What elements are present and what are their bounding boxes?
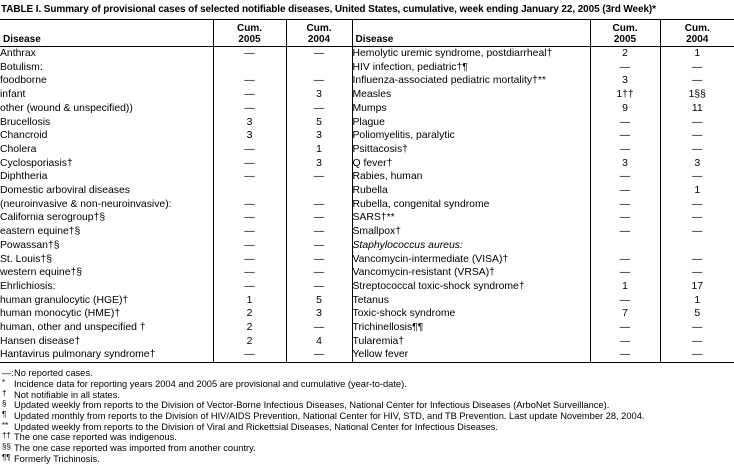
cum-2005-value-right: — [590,61,660,75]
cum-2004-value-right: — [660,266,734,280]
cum-2005-value-right: 9 [590,102,660,116]
disease-name-left: Chancroid [0,130,48,142]
cum-2005-value-right: — [590,225,660,239]
table-row [0,88,734,102]
cum-2005-value-left: — [213,239,286,253]
table-row [0,47,734,61]
disease-name-left: Cyclosporiasis† [0,157,73,169]
cum-2004-value-left: — [286,348,352,362]
disease-name-left: St. Louis†§ [0,253,52,265]
table-row [0,157,734,171]
year-2005-label: 2005 [613,34,637,45]
cum-2004-value-left: — [286,47,352,61]
disease-name-right: Tetanus [352,294,590,308]
table-row [0,184,734,198]
cum-2005-value-left: 2 [213,335,286,349]
cum-2004-value-right: — [660,335,734,349]
disease-name-left: Hantavirus pulmonary syndrome† [0,349,156,361]
table-row [0,74,734,88]
footnote-text: Updated weekly from reports to the Division of Viral and Rickettsial Diseases, National Center for Infectious Diseases. [14,421,499,432]
year-2005-label: 2005 [238,34,261,45]
cum-2005-value-right: — [590,321,660,335]
footnote-text: Incidence data for reporting years 2004 and 2005 are provisional and cumulative (year-to-date). [14,378,407,389]
table-row [0,198,734,212]
disease-name-right: Measles [352,88,590,102]
disease-name-right: Hemolytic uremic syndrome, postdiarrheal† [352,47,590,61]
table-row [0,348,734,362]
cum-2004-value-left: 1 [286,143,352,157]
disease-name-right: Mumps [352,102,590,116]
cum-2005-value-left: 3 [213,116,286,130]
table-header-row [0,20,734,47]
cum-2004-value-left: 5 [286,294,352,308]
cum-2004-value-right: — [660,74,734,88]
cum-2004-value-left: — [286,211,352,225]
cum-2005-value-right: 1†† [590,88,660,102]
disease-name-right: SARS†** [352,211,590,225]
cum-2004-value-right: 1 [660,184,734,198]
disease-name-right: Tularemia† [352,335,590,349]
cum-2005-value-right: — [590,266,660,280]
cum-2004-value-left: — [286,170,352,184]
cum-label: Cum. [684,23,710,34]
cum-2004-value-left: — [286,280,352,294]
cum-2005-value-left: — [213,47,286,61]
cum-2004-value-right: — [660,198,734,212]
cum-2004-value-left: — [286,225,352,239]
disease-name-left: Diphtheria [0,171,48,183]
disease-name-right: Smallpox† [352,225,590,239]
cum-2004-value-left: — [286,102,352,116]
footnote-marker: §§ [2,442,11,452]
cum-label: Cum. [237,23,262,34]
cum-2004-value-right [660,239,734,253]
cum-2005-value-left: — [213,157,286,171]
cum-2004-value-right: — [660,321,734,335]
cum-2005-value-left: — [213,74,286,88]
cum-2005-value-left: — [213,225,286,239]
disease-name-left: Domestic arboviral diseases [0,185,130,197]
column-header-cum2004-left [286,20,352,47]
table-body [0,47,734,363]
table-row [0,143,734,157]
cum-2004-value-left [286,61,352,75]
disease-name-right: Yellow fever [352,348,590,362]
footnote [1,432,734,443]
cum-2004-value-left: 3 [286,157,352,171]
disease-name-right: Staphylococcus aureus: [352,239,590,253]
cum-2004-value-right: 1§§ [660,88,734,102]
column-header-disease-right: Disease [352,20,590,47]
footnote [1,379,734,390]
cum-2005-value-left: — [213,143,286,157]
cum-2005-value-right: — [590,143,660,157]
cum-2005-value-right: — [590,116,660,130]
cum-2004-value-left: 3 [286,129,352,143]
footnote-text: The one case reported was indigenous. [14,432,177,443]
cum-2005-value-right: 3 [590,157,660,171]
cum-2005-value-left: — [213,102,286,116]
cum-2004-value-right: 3 [660,157,734,171]
footnote-text: Not notifiable in all states. [14,389,120,400]
cum-2005-value-left: — [213,253,286,267]
cum-2005-value-right: — [590,294,660,308]
cum-2004-value-right: — [660,143,734,157]
cum-2005-value-right: — [590,211,660,225]
cum-2005-value-right: — [590,170,660,184]
disease-name-left: Powassan†§ [0,239,60,251]
disease-name-left: Ehrlichiosis: [0,280,56,292]
footnote [1,411,734,422]
disease-name-left: Anthrax [0,48,36,59]
disease-name-right: Poliomyelitis, paralytic [352,129,590,143]
cum-2005-value-right: — [590,129,660,143]
cum-2005-value-right: — [590,184,660,198]
table-row [0,266,734,280]
footnote [1,422,734,433]
cum-2005-value-left: — [213,280,286,294]
footnote-marker: —: [2,368,14,379]
cum-2004-value-left: 3 [286,88,352,102]
footnote-text: Updated weekly from reports to the Division of Vector-Borne Infectious Diseases, National Center for Infectious Diseases (ArboNet Surveillance). [14,400,610,411]
footnote [1,368,734,379]
footnote-text: Formerly Trichinosis. [14,453,100,464]
cum-2005-value-left: — [213,211,286,225]
notifiable-diseases-table [0,19,734,363]
cum-2004-value-left: — [286,253,352,267]
cum-2004-value-left: — [286,321,352,335]
cum-2005-value-right: 7 [590,307,660,321]
table-row [0,61,734,75]
column-header-cum2005-left [213,20,286,47]
cum-2004-value-right: — [660,61,734,75]
cum-2005-value-right: 1 [590,280,660,294]
table-title: TABLE I. Summary of provisional cases of selected notifiable diseases, United States, cumulative, week ending January 22, 2005 (3rd Week)* [1,4,656,15]
disease-name-left: Brucellosis [0,116,51,128]
cum-2005-value-left: — [213,170,286,184]
disease-name-left: other (wound & unspecified)) [0,102,133,114]
disease-name-right: Influenza-associated pediatric mortality†** [352,74,590,88]
cum-2004-value-left: — [286,198,352,212]
cum-2005-value-left [213,61,286,75]
table-row [0,225,734,239]
cum-2004-value-right: — [660,170,734,184]
disease-name-right: Plague [352,116,590,130]
cum-2005-value-left: — [213,348,286,362]
disease-name-left: California serogroup†§ [0,212,106,224]
cum-2005-value-left: 3 [213,129,286,143]
cum-label: Cum. [612,23,638,34]
cum-2004-value-right: 17 [660,280,734,294]
table-row [0,211,734,225]
table-row [0,321,734,335]
table-row [0,307,734,321]
cum-2004-value-right: 1 [660,294,734,308]
table-row [0,335,734,349]
footnote [1,443,734,454]
disease-name-right: Trichinellosis¶¶ [352,321,590,335]
cum-2005-value-left: — [213,198,286,212]
cum-2005-value-right: 3 [590,74,660,88]
disease-name-right: HIV infection, pediatric†¶ [352,61,590,75]
cum-2004-value-right: — [660,225,734,239]
cum-2005-value-right: — [590,198,660,212]
footnote-marker: ¶¶ [2,452,11,462]
footnote-marker: ¶ [2,409,7,419]
disease-name-right: Rubella, congenital syndrome [352,198,590,212]
disease-name-left: (neuroinvasive & non-neuroinvasive): [0,198,172,210]
cum-2004-value-right: — [660,129,734,143]
footnotes [0,363,734,464]
disease-name-left: Botulism: [0,61,43,73]
table-row [0,294,734,308]
cum-2005-value-left: — [213,88,286,102]
column-header-disease-left: Disease [0,20,213,47]
cum-label: Cum. [306,23,332,34]
cum-2005-value-left: — [213,266,286,280]
disease-name-left: Cholera [0,143,37,155]
cum-2005-value-left [213,184,286,198]
disease-name-right: Toxic-shock syndrome [352,307,590,321]
cum-2004-value-right: — [660,116,734,130]
disease-name-right: Vancomycin-resistant (VRSA)† [352,266,590,280]
disease-name-left: Hansen disease† [0,335,81,347]
cum-2004-value-left: 5 [286,116,352,130]
cum-2005-value-right: 2 [590,47,660,61]
cum-2004-value-left: — [286,239,352,253]
cum-2004-value-right: 11 [660,102,734,116]
cum-2004-value-right: — [660,348,734,362]
table-row [0,170,734,184]
cum-2004-value-right: 1 [660,47,734,61]
disease-name-right: Psittacosis† [352,143,590,157]
disease-name-left: eastern equine†§ [0,226,81,238]
disease-name-left: western equine†§ [0,267,83,279]
cum-2004-value-left: 3 [286,307,352,321]
footnote-marker: § [2,399,7,409]
disease-name-left: human, other and unspecified † [0,322,146,334]
cum-2004-value-right: — [660,211,734,225]
cum-2004-value-left [286,184,352,198]
cum-2004-value-left: — [286,266,352,280]
disease-name-right: Vancomycin-intermediate (VISA)† [352,253,590,267]
cum-2005-value-right [590,239,660,253]
footnote-text: No reported cases. [14,368,93,379]
disease-name-right: Rabies, human [352,170,590,184]
footnote-marker: ** [2,420,9,430]
footnote-marker: †† [2,431,11,441]
disease-name-right: Rubella [352,184,590,198]
disease-name-left: human granulocytic (HGE)† [0,294,129,306]
disease-name-right: Streptococcal toxic-shock syndrome† [352,280,590,294]
footnote-text: Updated monthly from reports to the Division of HIV/AIDS Prevention, National Center for HIV, STD, and TB Prevention. Last update November 28, 2004. [14,410,645,421]
footnote-text: The one case reported was imported from another country. [14,443,256,454]
cum-2004-value-left: — [286,74,352,88]
footnote [1,454,734,465]
cum-2004-value-left: 4 [286,335,352,349]
disease-name-right: Q fever† [352,157,590,171]
cum-2004-value-right: — [660,253,734,267]
disease-name-left: infant [0,89,26,101]
cum-2005-value-left: 2 [213,321,286,335]
footnote-marker: † [2,388,7,398]
cum-2005-value-right: — [590,253,660,267]
disease-name-left: human monocytic (HME)† [0,308,121,320]
cum-2005-value-left: 2 [213,307,286,321]
column-header-cum2005-right [590,20,660,47]
footnote [1,390,734,401]
year-2004-label: 2004 [307,34,331,45]
table-row [0,129,734,143]
cum-2005-value-right: — [590,348,660,362]
table-row [0,102,734,116]
table-row [0,116,734,130]
table-row [0,280,734,294]
footnote [1,400,734,411]
disease-name-left: foodborne [0,75,47,87]
footnote-marker: * [2,377,6,387]
cum-2005-value-left: 1 [213,294,286,308]
year-2004-label: 2004 [686,34,709,45]
cum-2004-value-right: 5 [660,307,734,321]
table-row [0,253,734,267]
column-header-cum2004-right [660,20,734,47]
cum-2005-value-right: — [590,335,660,349]
table-row [0,239,734,253]
